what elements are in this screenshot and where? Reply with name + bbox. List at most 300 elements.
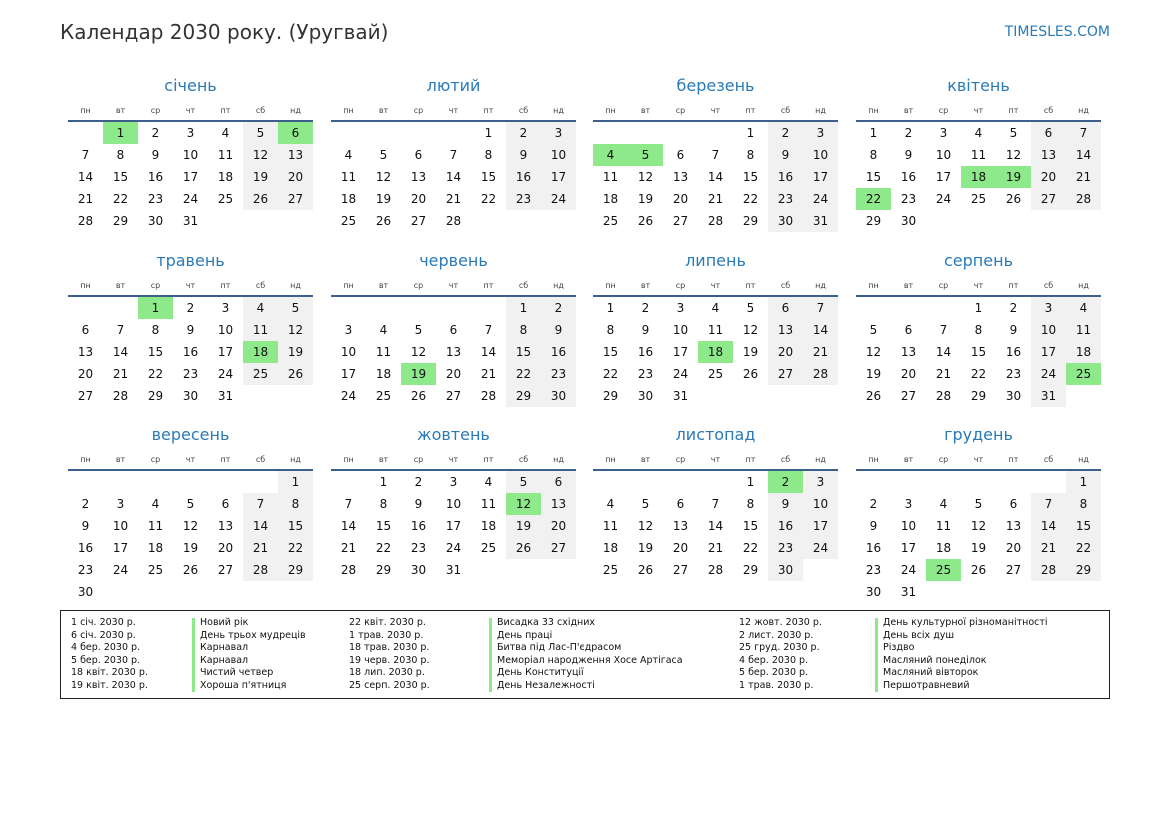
day-cell: 5 [1009, 126, 1018, 140]
day-cell: 19 [506, 515, 541, 537]
day-cell: 29 [506, 385, 541, 407]
day-cell: 2 [641, 301, 650, 315]
day-cell: 24 [541, 188, 576, 210]
weekday-label: чт [448, 106, 459, 115]
empty-cell [628, 471, 663, 493]
day-cell: 14 [1066, 144, 1101, 166]
day-cell: 3 [541, 122, 576, 144]
month-12 [856, 423, 1101, 603]
day-cell: 15 [865, 170, 882, 184]
day-cell: 17 [803, 166, 838, 188]
day-cell: 25 [243, 363, 278, 385]
empty-cell [1031, 471, 1066, 493]
day-cell: 7 [711, 497, 720, 511]
empty-cell [331, 297, 366, 319]
day-cell: 16 [147, 170, 164, 184]
day-cell: 27 [541, 537, 576, 559]
day-cell: 24 [803, 537, 838, 559]
day-cell: 16 [637, 345, 654, 359]
day-cell: 15 [480, 170, 497, 184]
day-cell: 28 [445, 214, 462, 228]
day-cell: 10 [182, 148, 199, 162]
day-cell: 17 [1031, 341, 1066, 363]
weekday-label: сб [518, 281, 529, 290]
day-grid [331, 471, 576, 581]
month-title: січень [164, 76, 217, 95]
day-cell: 12 [637, 519, 654, 533]
day-cell: 15 [506, 341, 541, 363]
day-cell: 1 [379, 475, 388, 489]
day-grid [68, 471, 313, 603]
day-cell: 30 [865, 585, 882, 599]
weekday-label: вт [640, 281, 651, 290]
day-cell: 20 [541, 515, 576, 537]
day-cell: 14 [480, 345, 497, 359]
day-cell: 2 [506, 122, 541, 144]
day-cell: 6 [221, 497, 230, 511]
holiday-dates [739, 617, 822, 693]
holiday-date: 4 бер. 2030 р. [739, 654, 809, 666]
holiday-names [200, 617, 306, 693]
day-cell: 2 [414, 475, 423, 489]
day-cell: 11 [707, 323, 724, 337]
weekday-label: нд [553, 281, 564, 290]
day-grid [68, 122, 313, 232]
day-cell: 11 [375, 345, 392, 359]
day-cell: 3 [904, 497, 913, 511]
day-cell: 14 [243, 515, 278, 537]
day-cell: 29 [147, 389, 164, 403]
day-cell: 23 [637, 367, 654, 381]
holiday-name: Битва під Лас-П'єдрасом [497, 642, 622, 654]
holiday-date: 25 груд. 2030 р. [739, 642, 820, 654]
holiday-day: 4 [593, 144, 628, 166]
day-grid [856, 297, 1101, 407]
day-cell: 17 [182, 170, 199, 184]
day-cell: 16 [182, 345, 199, 359]
holiday-day: 2 [768, 471, 803, 493]
day-cell: 25 [480, 541, 497, 555]
day-cell: 31 [217, 389, 234, 403]
day-cell: 24 [803, 188, 838, 210]
weekday-label: пт [483, 281, 494, 290]
weekday-label: ср [413, 106, 424, 115]
day-cell: 18 [340, 192, 357, 206]
weekday-label: пн [343, 281, 354, 290]
holiday-date: 5 бер. 2030 р. [739, 667, 809, 679]
day-cell: 12 [375, 170, 392, 184]
weekday-label: сб [255, 455, 266, 464]
day-cell: 14 [340, 519, 357, 533]
day-cell: 3 [939, 126, 948, 140]
weekday-label: пт [483, 106, 494, 115]
day-cell: 27 [1005, 563, 1022, 577]
holiday-dates [71, 617, 148, 693]
day-cell: 14 [707, 170, 724, 184]
empty-cell [471, 297, 506, 319]
day-cell: 16 [541, 341, 576, 363]
month-3 [593, 74, 838, 232]
holiday-name: День культурної різноманітності [883, 617, 1048, 628]
day-cell: 20 [768, 341, 803, 363]
weekday-label: сб [518, 455, 529, 464]
day-cell: 28 [243, 559, 278, 581]
day-grid [593, 471, 838, 581]
day-cell: 26 [410, 389, 427, 403]
empty-cell [366, 122, 401, 144]
day-cell: 25 [375, 389, 392, 403]
holiday-dates [349, 617, 430, 693]
day-cell: 23 [506, 188, 541, 210]
weekday-label: ср [938, 281, 949, 290]
day-cell: 27 [445, 389, 462, 403]
holiday-day: 18 [961, 166, 996, 188]
day-cell: 15 [742, 170, 759, 184]
day-cell: 10 [340, 345, 357, 359]
weekday-label: пн [343, 106, 354, 115]
day-cell: 22 [112, 192, 129, 206]
day-cell: 10 [935, 148, 952, 162]
day-cell: 29 [112, 214, 129, 228]
day-cell: 16 [768, 166, 803, 188]
holiday-name: Карнавал [200, 654, 249, 666]
weekday-header [856, 450, 1101, 469]
weekday-header [331, 276, 576, 295]
day-cell: 21 [112, 367, 129, 381]
holiday-name: Новий рік [200, 617, 249, 628]
day-cell: 30 [1005, 389, 1022, 403]
day-cell: 9 [904, 148, 913, 162]
day-cell: 14 [77, 170, 94, 184]
day-cell: 29 [278, 559, 313, 581]
empty-cell [593, 122, 628, 144]
day-cell: 14 [112, 345, 129, 359]
empty-cell [856, 471, 891, 493]
day-cell: 23 [182, 367, 199, 381]
day-cell: 11 [217, 148, 234, 162]
day-cell: 3 [803, 122, 838, 144]
weekday-header [856, 101, 1101, 120]
day-cell: 3 [449, 475, 458, 489]
empty-cell [926, 297, 961, 319]
holiday-date: 25 серп. 2030 р. [349, 679, 430, 691]
day-cell: 9 [151, 148, 160, 162]
holiday-date: 12 жовт. 2030 р. [739, 617, 822, 628]
day-cell: 17 [900, 541, 917, 555]
day-cell: 23 [1005, 367, 1022, 381]
day-cell: 26 [637, 214, 654, 228]
day-cell: 15 [147, 345, 164, 359]
day-cell: 1 [278, 471, 313, 493]
weekday-label: ср [938, 106, 949, 115]
month-6 [331, 249, 576, 407]
day-cell: 11 [480, 497, 497, 511]
empty-cell [436, 297, 471, 319]
day-cell: 18 [147, 541, 164, 555]
holiday-name: Чистий четвер [200, 667, 274, 679]
holiday-date: 1 трав. 2030 р. [739, 679, 814, 691]
empty-cell [891, 471, 926, 493]
day-cell: 28 [707, 563, 724, 577]
holiday-day: 19 [401, 363, 436, 385]
day-cell: 20 [217, 541, 234, 555]
day-cell: 7 [1031, 493, 1066, 515]
day-cell: 6 [414, 148, 423, 162]
holiday-names [883, 617, 1048, 693]
weekday-label: пт [745, 281, 756, 290]
day-cell: 5 [506, 471, 541, 493]
day-cell: 26 [865, 389, 882, 403]
day-cell: 12 [865, 345, 882, 359]
day-cell: 1 [746, 475, 755, 489]
weekday-label: вт [115, 106, 126, 115]
day-cell: 5 [379, 148, 388, 162]
day-cell: 4 [1066, 297, 1101, 319]
day-grid [856, 471, 1101, 603]
day-cell: 13 [217, 519, 234, 533]
empty-cell [891, 297, 926, 319]
weekday-label: вт [903, 455, 914, 464]
day-cell: 13 [278, 144, 313, 166]
empty-cell [243, 471, 278, 493]
month-title: квітень [947, 76, 1010, 95]
day-cell: 21 [803, 341, 838, 363]
day-cell: 21 [340, 541, 357, 555]
holiday-day: 1 [103, 122, 138, 144]
empty-cell [401, 122, 436, 144]
day-cell: 28 [112, 389, 129, 403]
day-cell: 2 [768, 122, 803, 144]
day-cell: 6 [1031, 122, 1066, 144]
day-cell: 24 [1031, 363, 1066, 385]
day-cell: 29 [865, 214, 882, 228]
day-cell: 3 [344, 323, 353, 337]
month-title: грудень [944, 425, 1013, 444]
empty-cell [103, 297, 138, 319]
holiday-name: Масляний понеділок [883, 654, 987, 666]
weekday-label: чт [973, 455, 984, 464]
day-cell: 18 [480, 519, 497, 533]
day-cell: 28 [1031, 559, 1066, 581]
holiday-date: 2 лист. 2030 р. [739, 629, 814, 641]
weekday-label: пт [745, 455, 756, 464]
day-cell: 8 [746, 497, 755, 511]
weekday-label: нд [1078, 455, 1089, 464]
weekday-label: пт [483, 455, 494, 464]
weekday-label: сб [255, 281, 266, 290]
weekday-label: пн [80, 455, 91, 464]
day-cell: 12 [1005, 148, 1022, 162]
weekday-header [593, 450, 838, 469]
day-cell: 9 [541, 319, 576, 341]
day-cell: 19 [742, 345, 759, 359]
day-cell: 21 [707, 541, 724, 555]
day-cell: 20 [77, 367, 94, 381]
day-cell: 3 [221, 301, 230, 315]
empty-cell [698, 471, 733, 493]
day-cell: 21 [1066, 166, 1101, 188]
day-cell: 18 [375, 367, 392, 381]
weekday-label: пт [745, 106, 756, 115]
day-cell: 8 [606, 323, 615, 337]
holiday-day: 25 [1066, 363, 1101, 385]
day-cell: 23 [541, 363, 576, 385]
month-title: червень [419, 251, 488, 270]
day-cell: 4 [974, 126, 983, 140]
holiday-date: 4 бер. 2030 р. [71, 642, 141, 654]
day-cell: 27 [900, 389, 917, 403]
day-cell: 3 [676, 301, 685, 315]
holiday-color-bar [192, 618, 195, 692]
weekday-label: сб [1043, 106, 1054, 115]
day-cell: 23 [768, 537, 803, 559]
weekday-label: нд [1078, 106, 1089, 115]
holiday-color-bar [875, 618, 878, 692]
holiday-day: 12 [506, 493, 541, 515]
day-cell: 27 [672, 214, 689, 228]
day-cell: 5 [278, 297, 313, 319]
holiday-names [497, 617, 683, 693]
day-cell: 21 [480, 367, 497, 381]
day-cell: 26 [278, 363, 313, 385]
weekday-label: нд [290, 455, 301, 464]
day-cell: 29 [375, 563, 392, 577]
day-cell: 13 [1005, 519, 1022, 533]
day-cell: 11 [602, 519, 619, 533]
empty-cell [103, 471, 138, 493]
day-cell: 18 [1066, 341, 1101, 363]
day-cell: 20 [445, 367, 462, 381]
day-cell: 25 [707, 367, 724, 381]
holiday-day: 18 [698, 341, 733, 363]
day-cell: 8 [151, 323, 160, 337]
day-cell: 25 [147, 563, 164, 577]
day-cell: 30 [900, 214, 917, 228]
weekday-label: чт [973, 281, 984, 290]
day-cell: 6 [676, 497, 685, 511]
day-cell: 16 [410, 519, 427, 533]
day-cell: 23 [768, 188, 803, 210]
holiday-list [60, 610, 1110, 699]
day-cell: 24 [182, 192, 199, 206]
day-cell: 30 [768, 210, 803, 232]
day-cell: 29 [742, 214, 759, 228]
day-cell: 12 [243, 144, 278, 166]
day-cell: 20 [672, 192, 689, 206]
day-cell: 8 [974, 323, 983, 337]
holiday-name: День трьох мудреців [200, 629, 306, 641]
empty-cell [996, 471, 1031, 493]
holiday-name: День праці [497, 629, 553, 641]
day-cell: 19 [375, 192, 392, 206]
day-cell: 12 [278, 319, 313, 341]
weekday-label: нд [553, 106, 564, 115]
holiday-name: Висадка 33 східних [497, 617, 596, 628]
day-cell: 26 [375, 214, 392, 228]
month-10 [331, 423, 576, 581]
holiday-name: Першотравневий [883, 679, 970, 691]
weekday-label: сб [780, 455, 791, 464]
day-cell: 6 [1009, 497, 1018, 511]
day-cell: 2 [904, 126, 913, 140]
weekday-label: сб [518, 106, 529, 115]
day-cell: 7 [484, 323, 493, 337]
holiday-name: Хороша п'ятниця [200, 679, 287, 691]
day-cell: 4 [151, 497, 160, 511]
day-cell: 18 [217, 170, 234, 184]
empty-cell [698, 122, 733, 144]
day-cell: 1 [606, 301, 615, 315]
empty-cell [663, 122, 698, 144]
weekday-label: вт [640, 455, 651, 464]
weekday-label: сб [1043, 281, 1054, 290]
month-title: жовтень [417, 425, 490, 444]
day-cell: 24 [112, 563, 129, 577]
day-cell: 17 [935, 170, 952, 184]
weekday-label: чт [185, 281, 196, 290]
weekday-label: нд [290, 106, 301, 115]
day-cell: 22 [602, 367, 619, 381]
day-cell: 19 [182, 541, 199, 555]
empty-cell [68, 297, 103, 319]
empty-cell [926, 471, 961, 493]
empty-cell [208, 471, 243, 493]
holiday-date: 6 січ. 2030 р. [71, 629, 136, 641]
day-cell: 16 [77, 541, 94, 555]
holiday-date: 19 квіт. 2030 р. [71, 679, 148, 691]
day-cell: 3 [1031, 297, 1066, 319]
weekday-label: сб [1043, 455, 1054, 464]
day-cell: 5 [974, 497, 983, 511]
weekday-label: чт [710, 455, 721, 464]
day-grid [331, 297, 576, 407]
site-link[interactable]: TIMESLES.COM [1004, 24, 1110, 40]
weekday-label: сб [780, 281, 791, 290]
day-cell: 25 [217, 192, 234, 206]
day-cell: 15 [375, 519, 392, 533]
day-cell: 2 [186, 301, 195, 315]
day-cell: 6 [676, 148, 685, 162]
day-cell: 6 [81, 323, 90, 337]
weekday-label: ср [675, 106, 686, 115]
weekday-label: сб [780, 106, 791, 115]
weekday-label: нд [815, 281, 826, 290]
month-title: березень [676, 76, 755, 95]
weekday-label: нд [815, 455, 826, 464]
day-cell: 17 [445, 519, 462, 533]
weekday-label: сб [255, 106, 266, 115]
day-cell: 10 [217, 323, 234, 337]
day-cell: 26 [970, 563, 987, 577]
day-cell: 16 [768, 515, 803, 537]
day-cell: 3 [803, 471, 838, 493]
day-cell: 19 [970, 541, 987, 555]
weekday-label: пн [80, 106, 91, 115]
day-cell: 11 [1066, 319, 1101, 341]
weekday-header [331, 101, 576, 120]
day-cell: 7 [81, 148, 90, 162]
month-title: серпень [944, 251, 1013, 270]
day-cell: 31 [445, 563, 462, 577]
month-title: листопад [675, 425, 756, 444]
month-8 [856, 249, 1101, 407]
day-cell: 9 [768, 493, 803, 515]
holiday-day: 5 [628, 144, 663, 166]
day-cell: 15 [112, 170, 129, 184]
day-cell: 15 [742, 519, 759, 533]
day-cell: 6 [768, 297, 803, 319]
weekday-label: ср [150, 455, 161, 464]
